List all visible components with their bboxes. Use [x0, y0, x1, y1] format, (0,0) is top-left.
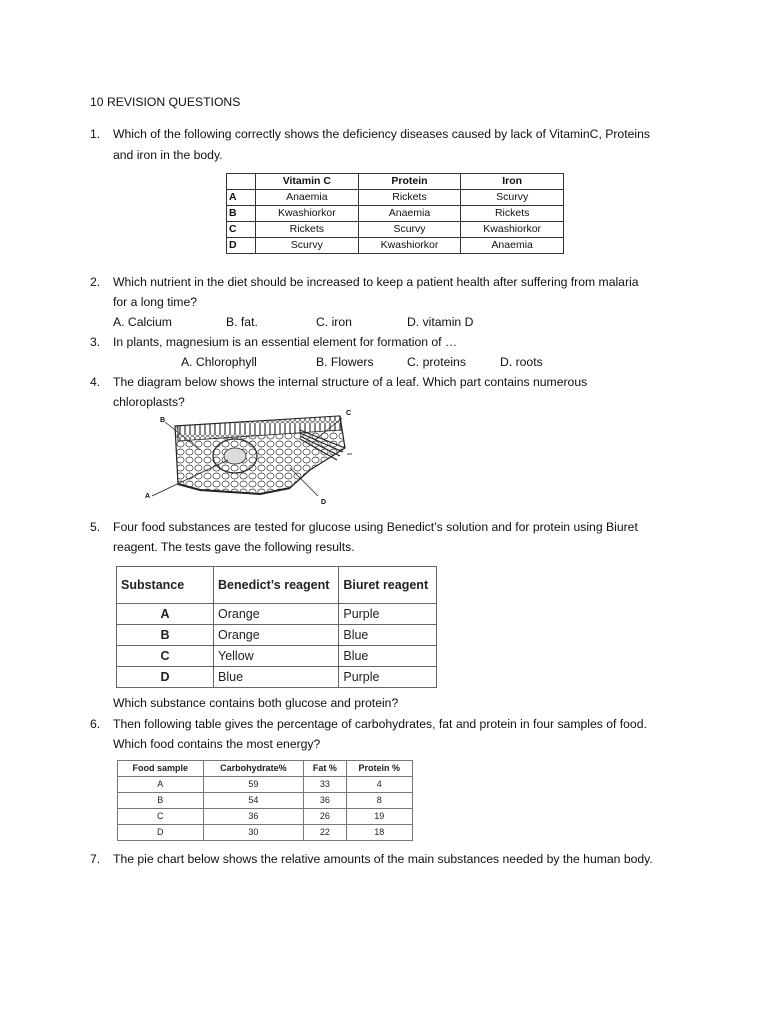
- table-cell: Kwashiorkor: [461, 222, 564, 238]
- leaf-label-b: B: [160, 417, 166, 424]
- question-number: 1.: [90, 127, 101, 141]
- question-text-cont: Which food contains the most energy?: [113, 737, 321, 751]
- option-d: D. roots: [500, 355, 543, 369]
- question-number: 4.: [90, 375, 101, 389]
- leaf-diagram-svg: [140, 408, 370, 508]
- question-text-cont: chloroplasts?: [113, 395, 185, 409]
- table-row: [118, 777, 413, 793]
- deficiency-table: [226, 173, 564, 254]
- table-cell: Blue: [339, 646, 437, 667]
- table-cell: A: [118, 777, 204, 793]
- option-c: C. iron: [316, 315, 352, 329]
- table-header: Carbohydrate%: [203, 761, 304, 777]
- leaf-cross-section-diagram: [140, 408, 370, 508]
- table-cell: 19: [346, 809, 412, 825]
- table-header: Food sample: [118, 761, 204, 777]
- question-number: 2.: [90, 275, 101, 289]
- question-text-cont: Which substance contains both glucose and protein?: [113, 696, 399, 710]
- table-row: [227, 190, 564, 206]
- table-cell: Rickets: [358, 190, 461, 206]
- table-row: [118, 793, 413, 809]
- table-cell: 36: [203, 809, 304, 825]
- table-header: Fat %: [304, 761, 346, 777]
- option-c: C. proteins: [407, 355, 466, 369]
- table-row: [227, 206, 564, 222]
- table-row: [117, 625, 437, 646]
- table-row: [118, 825, 413, 841]
- question-text: In plants, magnesium is an essential element for formation of …: [113, 335, 458, 349]
- leaf-label-c: C: [346, 410, 352, 417]
- page-title: 10 REVISION QUESTIONS: [90, 95, 241, 109]
- table-cell: Anaemia: [358, 206, 461, 222]
- table-cell: D: [118, 825, 204, 841]
- table-cell: 26: [304, 809, 346, 825]
- table-cell: 18: [346, 825, 412, 841]
- table-row: [117, 646, 437, 667]
- table-cell: Scurvy: [256, 238, 359, 254]
- question-number: 3.: [90, 335, 101, 349]
- leaf-label-a: A: [145, 493, 151, 500]
- table-cell: B: [227, 206, 256, 222]
- table-row: [118, 809, 413, 825]
- table-cell: 36: [304, 793, 346, 809]
- option-b: B. Flowers: [316, 355, 374, 369]
- table-cell: 30: [203, 825, 304, 841]
- question-text-cont: and iron in the body.: [113, 148, 223, 162]
- question-number: 7.: [90, 852, 101, 866]
- table-cell: C: [227, 222, 256, 238]
- table-header: Protein: [358, 174, 461, 190]
- table-cell: A: [227, 190, 256, 206]
- table-cell: Scurvy: [461, 190, 564, 206]
- table-cell: Kwashiorkor: [358, 238, 461, 254]
- table-cell: Purple: [339, 667, 437, 688]
- table-row: [227, 222, 564, 238]
- table-cell: 59: [203, 777, 304, 793]
- table-cell: D: [227, 238, 256, 254]
- table-cell: C: [118, 809, 204, 825]
- table-cell: [227, 174, 256, 190]
- table-cell: C: [117, 646, 214, 667]
- table-header: Biuret reagent: [339, 567, 437, 604]
- table-cell: Anaemia: [461, 238, 564, 254]
- food-test-table: [116, 566, 437, 688]
- question-text-cont: reagent. The tests gave the following results.: [113, 540, 355, 554]
- table-cell: 22: [304, 825, 346, 841]
- food-composition-table: [117, 760, 413, 841]
- option-a: A. Calcium: [113, 315, 172, 329]
- table-cell: 4: [346, 777, 412, 793]
- table-row: [227, 238, 564, 254]
- option-a: A. Chlorophyll: [181, 355, 257, 369]
- table-cell: Orange: [214, 625, 339, 646]
- table-cell: 33: [304, 777, 346, 793]
- question-text: Which nutrient in the diet should be increased to keep a patient health after suffering from malaria: [113, 275, 639, 289]
- question-number: 6.: [90, 717, 101, 731]
- table-cell: Blue: [214, 667, 339, 688]
- table-header-row: [118, 761, 413, 777]
- question-number: 5.: [90, 520, 101, 534]
- table-cell: Blue: [339, 625, 437, 646]
- table-header: Substance: [117, 567, 214, 604]
- table-header-row: [117, 567, 437, 604]
- table-header: Vitamin C: [256, 174, 359, 190]
- table-cell: Yellow: [214, 646, 339, 667]
- table-header: Iron: [461, 174, 564, 190]
- table-cell: 8: [346, 793, 412, 809]
- table-cell: Purple: [339, 604, 437, 625]
- table-header-row: [227, 174, 564, 190]
- table-cell: Orange: [214, 604, 339, 625]
- question-text: The pie chart below shows the relative amounts of the main substances needed by the human body.: [113, 852, 653, 866]
- option-d: D. vitamin D: [407, 315, 474, 329]
- table-cell: 54: [203, 793, 304, 809]
- table-cell: B: [118, 793, 204, 809]
- table-cell: A: [117, 604, 214, 625]
- question-text: Then following table gives the percentage of carbohydrates, fat and protein in four samples of food.: [113, 717, 647, 731]
- table-cell: Rickets: [256, 222, 359, 238]
- table-cell: Kwashiorkor: [256, 206, 359, 222]
- table-row: [117, 667, 437, 688]
- table-header: Protein %: [346, 761, 412, 777]
- table-row: [117, 604, 437, 625]
- table-cell: D: [117, 667, 214, 688]
- question-text: Four food substances are tested for glucose using Benedict’s solution and for protein using Biuret: [113, 520, 638, 534]
- question-text: Which of the following correctly shows the deficiency diseases caused by lack of VitaminC, Proteins: [113, 127, 650, 141]
- option-b: B. fat.: [226, 315, 258, 329]
- question-text: The diagram below shows the internal structure of a leaf. Which part contains numerous: [113, 375, 588, 389]
- table-cell: Rickets: [461, 206, 564, 222]
- question-text-cont: for a long time?: [113, 295, 198, 309]
- table-header: Benedict’s reagent: [214, 567, 339, 604]
- table-cell: B: [117, 625, 214, 646]
- table-cell: Anaemia: [256, 190, 359, 206]
- table-cell: Scurvy: [358, 222, 461, 238]
- leaf-label-d: D: [321, 499, 327, 506]
